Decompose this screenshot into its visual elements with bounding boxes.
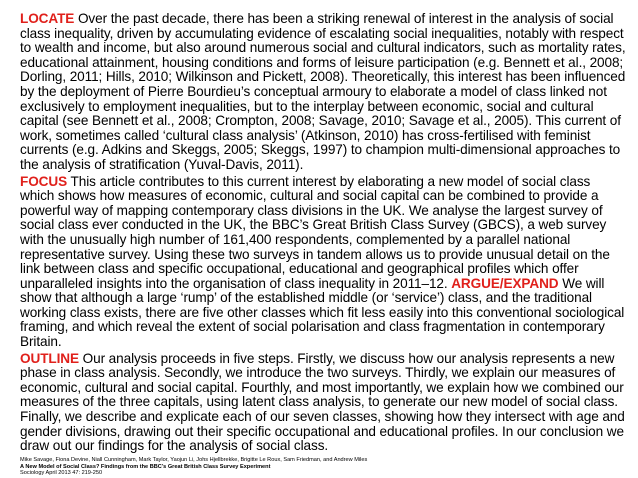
- focus-tag: FOCUS: [20, 173, 68, 189]
- citation-journal: Sociology April 2013 47: 219-250: [20, 470, 103, 477]
- argue-expand-tag: ARGUE/EXPAND: [451, 275, 559, 291]
- focus-paragraph: [20, 175, 626, 350]
- focus-text: This article contributes to this current interest by elaborating a new model of social class which shows how measures of economic, cultural and social capital can be combined to provide a powerful way of mapping contemporary class divisions in the UK. We analyse the largest survey of social class ever conducted in the UK, the BBC’s Great British Class Survey (GBCS), a web survey with the unusually high number of 161,400 respondents, complemented by a parallel national representative survey. Using these two surveys in tandem allows us to provide unusual detail on the link between class and specific occupational, educational and geographical profiles which offer unparalleled insights into the organisation of class inequality in 2011–12.: [20, 173, 610, 291]
- citation-authors: Mike Savage, Fiona Devine, Niall Cunningham, Mark Taylor, Yaojun Li, Johs Hjellbrekke, Brigitte Le Roux, Sam Friedman, and Andrew Miles: [20, 456, 368, 463]
- outline-paragraph: [20, 352, 626, 454]
- locate-text: Over the past decade, there has been a striking renewal of interest in the analysis of social class inequality, driven by accumulating evidence of escalating social inequalities, notably with respect to wealth and income, but also around numerous social and cultural indicators, such as mortality rates, educational attainment, housing conditions and forms of leisure participation (e.g. Bennett et al., 2008; Dorling, 2011; Hills, 2010; Wilkinson and Pickett, 2008). Theoretically, this interest has been influenced by the deployment of Pierre Bourdieu’s conceptual armoury to elaborate a model of class linked not exclusively to employment inequalities, but to the interplay between economic, social and cultural capital (see Bennett et al., 2008; Crompton, 2008; Savage, 2010; Savage et al., 2005). This current of work, sometimes called ‘cultural class analysis’ (Atkinson, 2010) has cross-fertilised with feminist currents (e.g. Adkins and Skeggs, 2005; Skeggs, 1997) to champion multi-dimensional approaches to the analysis of stratification (Yuval-Davis, 2011).: [20, 11, 626, 172]
- slide-content: [20, 12, 626, 477]
- outline-tag: OUTLINE: [20, 350, 79, 366]
- citation-title: A New Model of Social Class? Findings from the BBC’s Great British Class Survey Experiment: [20, 463, 271, 470]
- locate-paragraph: [20, 12, 626, 173]
- locate-tag: LOCATE: [20, 11, 75, 26]
- citation: [20, 457, 626, 477]
- outline-text: Our analysis proceeds in five steps. Firstly, we discuss how our analysis represents a new phase in class analysis. Secondly, we introduce the two surveys. Thirdly, we explain our measures of economic, cultural and social capital. Fourthly, and most importantly, we explain how we combined our measures of the three capitals, using latent class analysis, to generate our new model of social class. Finally, we describe and explicate each of our seven classes, showing how they intersect with age and gender divisions, drawing out their specific occupational and educational profiles. In our conclusion we draw out our findings for the analysis of social class.: [20, 350, 625, 454]
- argue-expand-text: We will show that although a large ‘rump’ of the established middle (or ‘service’) class, and the traditional working class exists, there are five other classes which fit less easily into this conventional sociological framing, and which reveal the extent of social polarisation and class fragmentation in contemporary Britain.: [20, 275, 625, 350]
